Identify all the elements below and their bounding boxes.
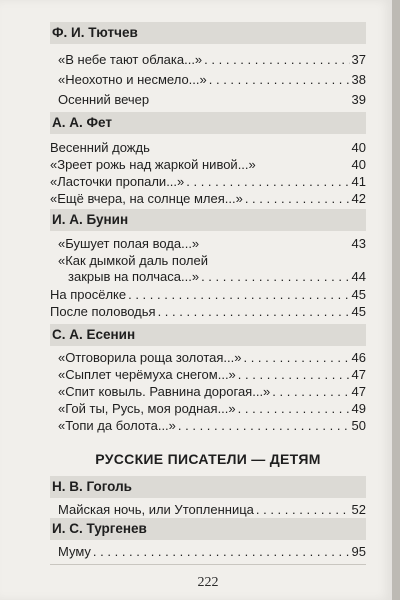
leader-dots [204, 52, 349, 68]
entry-title-line: закрыв на полчаса...» [68, 269, 200, 284]
entry-page: 47 [351, 384, 366, 399]
entry-page: 42 [351, 191, 366, 206]
toc-entry [50, 350, 366, 366]
toc-entry [50, 544, 366, 560]
entry-page: 40 [351, 157, 366, 172]
leader-dots [243, 350, 349, 366]
entry-title: «Гой ты, Русь, моя родная...» [58, 401, 236, 416]
toc-entry [50, 52, 366, 68]
entry-title: Муму [58, 544, 91, 559]
leader-dots [256, 502, 350, 518]
entry-page: 45 [351, 304, 366, 319]
toc-entry [50, 253, 366, 285]
entry-title: «Топи да болота...» [58, 418, 176, 433]
author-name: А. А. Фет [52, 115, 112, 130]
author-name: С. А. Есенин [52, 327, 136, 342]
entry-page: 44 [351, 269, 366, 284]
entry-title: «Зреет рожь над жаркой нивой...» [50, 157, 256, 172]
author-header [50, 22, 366, 44]
author-header [50, 476, 366, 498]
entry-page: 39 [351, 92, 366, 107]
toc-entry [50, 384, 366, 400]
entry-title: Майская ночь, или Утопленница [58, 502, 254, 517]
entry-page: 50 [351, 418, 366, 433]
author-name: Ф. И. Тютчев [52, 25, 138, 40]
toc-entry [50, 72, 366, 88]
entry-page: 52 [351, 502, 366, 517]
leader-dots [272, 384, 349, 400]
author-header [50, 518, 366, 540]
toc-entry [50, 304, 366, 320]
leader-dots [238, 401, 350, 417]
entry-title: «Бушует полая вода...» [58, 236, 200, 251]
leader-dots [186, 174, 349, 190]
entry-page: 46 [351, 350, 366, 365]
entry-title: Весенний дождь [50, 140, 150, 155]
entry-page: 41 [351, 174, 366, 189]
entry-page: 40 [351, 140, 366, 155]
leader-dots [158, 304, 350, 320]
entry-page: 43 [351, 236, 366, 251]
leader-dots [93, 544, 350, 560]
entry-title: «Спит ковыль. Равнина дорогая...» [58, 384, 271, 399]
leader-dots [128, 287, 349, 303]
author-header [50, 112, 366, 134]
toc-entry [50, 174, 366, 190]
page-number: 222 [197, 575, 219, 590]
toc-entry [50, 502, 366, 518]
entry-page: 95 [351, 544, 366, 559]
toc-entry [50, 191, 366, 207]
toc-entry [50, 401, 366, 417]
leader-dots [245, 191, 350, 207]
author-name: И. А. Бунин [52, 212, 129, 227]
toc-entry [50, 287, 366, 303]
entry-title: «Отговорила роща золотая...» [58, 350, 242, 365]
toc-entry [50, 140, 366, 156]
toc-entry [50, 236, 366, 252]
entry-title: «Неохотно и несмело...» [58, 72, 207, 87]
entry-title: На просёлке [50, 287, 127, 302]
entry-page: 37 [351, 52, 366, 67]
toc-entry [50, 418, 366, 434]
toc-entry [50, 92, 366, 108]
author-header [50, 324, 366, 346]
page-edge [392, 0, 400, 600]
leader-dots [209, 72, 350, 88]
toc-entry [50, 157, 366, 173]
author-name: И. С. Тургенев [52, 521, 147, 536]
entry-page: 38 [351, 72, 366, 87]
entry-title: После половодья [50, 304, 156, 319]
author-header [50, 209, 366, 231]
entry-title: Осенний вечер [58, 92, 150, 107]
entry-page: 45 [351, 287, 366, 302]
entry-title: «Сыплет черёмуха снегом...» [58, 367, 236, 382]
entry-title-line: «Как дымкой даль полей [58, 253, 208, 268]
entry-page: 47 [351, 367, 366, 382]
author-name: Н. В. Гоголь [52, 479, 132, 494]
entry-page: 49 [351, 401, 366, 416]
divider [50, 564, 366, 565]
toc-entry [50, 367, 366, 383]
leader-dots [238, 367, 350, 383]
leader-dots [201, 269, 349, 285]
entry-title: «В небе тают облака...» [58, 52, 203, 67]
entry-title: «Ласточки пропали...» [50, 174, 185, 189]
section-heading: РУССКИЕ ПИСАТЕЛИ — ДЕТЯМ [95, 451, 321, 467]
leader-dots [178, 418, 350, 434]
entry-title: «Ещё вчера, на солнце млея...» [50, 191, 243, 206]
